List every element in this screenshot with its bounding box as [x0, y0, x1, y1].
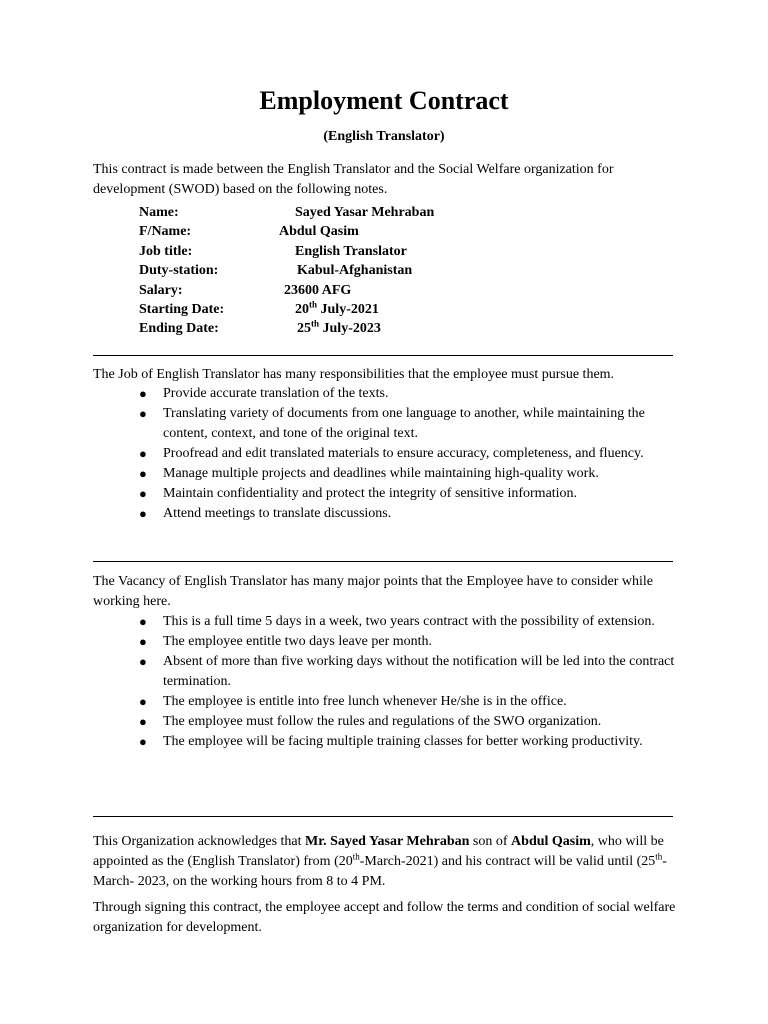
detail-value: Abdul Qasim — [279, 224, 359, 240]
section-divider — [93, 816, 673, 817]
list-item: ● Maintain confidentiality and protect the integrity of sensitive information. — [137, 484, 677, 504]
detail-value: English Translator — [295, 243, 407, 259]
list-item: ● Absent of more than five working days without the notification will be led into the contract termination. — [139, 654, 675, 689]
responsibilities-intro: The Job of English Translator has many responsibilities that the employee must pursue them. — [93, 367, 615, 382]
bullet-icon: ● — [139, 734, 147, 749]
detail-label: Ending Date: — [139, 321, 219, 337]
section-divider — [93, 561, 673, 562]
bullet-icon: ● — [139, 486, 147, 501]
acknowledgement-paragraph: This Organization acknowledges that Mr. Sayed Yasar Mehraban son of Abdul Qasim, who will be appointed as the (English Translator) from (20th-March-2021) and his contract will be valid until (25th- March- 2023, on the working hours from 8 to 4 PM. — [93, 834, 667, 889]
list-item: ● Provide accurate translation of the texts. — [137, 384, 677, 404]
list-item: ● Attend meetings to translate discussions. — [137, 504, 677, 524]
detail-label: Starting Date: — [139, 301, 225, 317]
detail-label: F/Name: — [139, 224, 192, 240]
detail-label: Duty-station: — [139, 263, 219, 279]
detail-value: 25th July-2023 — [297, 318, 381, 337]
bullet-icon: ● — [139, 694, 147, 709]
bullet-icon: ● — [139, 654, 147, 669]
detail-value: Sayed Yasar Mehraban — [295, 205, 435, 220]
detail-label: Job title: — [139, 243, 193, 259]
bullet-icon: ● — [139, 506, 147, 521]
responsibilities-list — [137, 384, 677, 524]
list-item: ● Proofread and edit translated materials to ensure accuracy, completeness, and fluency. — [137, 444, 677, 464]
bullet-icon: ● — [139, 714, 147, 729]
employee-name: Mr. Sayed Yasar Mehraban — [305, 834, 470, 849]
list-item: ● The employee entitle two days leave per month. — [137, 632, 677, 652]
closing-paragraph: Through signing this contract, the employee accept and follow the terms and condition of social welfare organization for development. — [93, 900, 676, 935]
list-item: ● Manage multiple projects and deadlines while maintaining high-quality work. — [137, 464, 677, 484]
bullet-icon: ● — [139, 466, 147, 481]
vacancy-intro: The Vacancy of English Translator has many major points that the Employee have to consider while working here. — [93, 574, 654, 609]
document-title: Employment Contract — [259, 86, 509, 115]
bullet-icon: ● — [139, 614, 147, 629]
document-subtitle: (English Translator) — [323, 129, 445, 144]
list-item: ● This is a full time 5 days in a week, two years contract with the possibility of extension. — [137, 612, 677, 632]
bullet-icon: ● — [139, 634, 147, 649]
detail-label: Name: — [139, 205, 179, 220]
list-item: ● Translating variety of documents from one language to another, while maintaining the content, context, and tone of the original text. — [139, 406, 645, 441]
list-item: ● The employee must follow the rules and regulations of the SWO organization. — [137, 712, 677, 732]
list-item: ● The employee will be facing multiple training classes for better working productivity. — [137, 732, 677, 752]
detail-label: Salary: — [139, 282, 183, 298]
vacancy-list — [137, 612, 677, 752]
detail-value: 20th July-2021 — [295, 299, 379, 317]
father-name: Abdul Qasim — [511, 834, 591, 849]
bullet-icon: ● — [139, 406, 147, 421]
intro-paragraph: This contract is made between the English Translator and the Social Welfare organization for development (SWOD) based on the following notes. — [93, 162, 614, 197]
detail-value: Kabul-Afghanistan — [297, 263, 413, 279]
list-item: ● The employee is entitle into free lunch whenever He/she is in the office. — [137, 692, 677, 712]
bullet-icon: ● — [139, 446, 147, 461]
bullet-icon: ● — [139, 386, 147, 401]
detail-value: 23600 AFG — [284, 282, 352, 298]
section-divider — [93, 355, 673, 356]
